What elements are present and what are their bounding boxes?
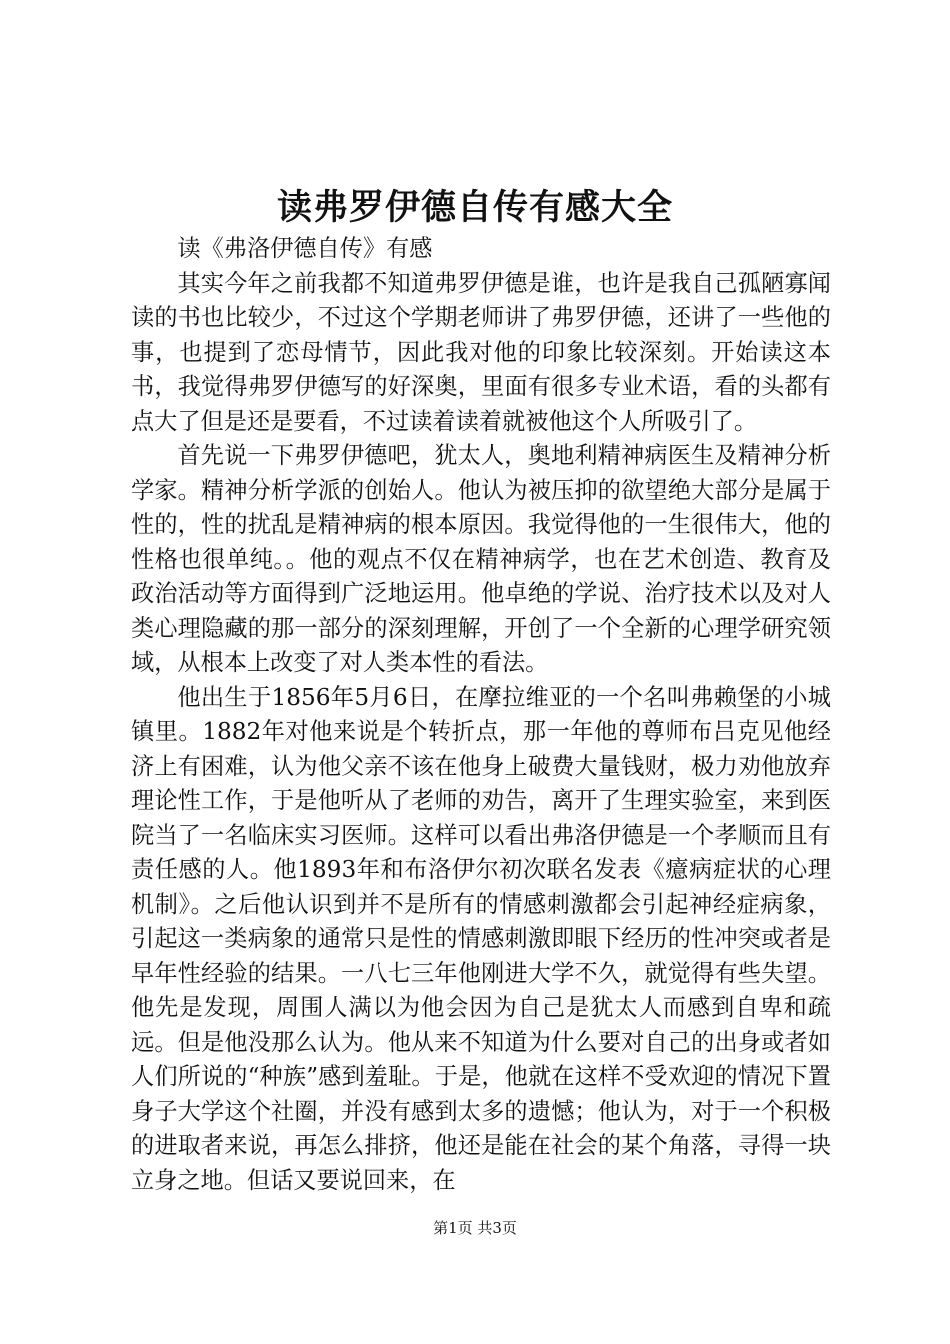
body-paragraph: 其实今年之前我都不知道弗罗伊德是谁，也许是我自己孤陋寡闻读的书也比较少，不过这个学期老师讲了弗罗伊德，还讲了一些他的事，也提到了恋母情节，因此我对他的印象比较深刻。开始读这本书，我觉得弗罗伊德写的好深奥，里面有很多专业术语，看的头都有点大了但是还是要看，不过读着读着就被他这个人所吸引了。: [131, 269, 831, 435]
document-title: 读弗罗伊德自传有感大全: [276, 187, 673, 228]
body-paragraph: 他出生于1856年5月6日，在摩拉维亚的一个名叫弗赖堡的小城镇里。1882年对他来说是个转折点，那一年他的尊师布吕克见他经济上有困难，认为他父亲不该在他身上破费大量钱财，极力劝他放弃理论性工作，于是他听从了老师的劝告，离开了生理实验室，来到医院当了一名临床实习医师。这样可以看出弗洛伊德是一个孝顺而且有责任感的人。他1893年和布洛伊尔初次联名发表《癔病症状的心理机制》。之后他认识到并不是所有的情感刺激都会引起神经症病象，引起这一类病象的通常只是性的情感刺激即眼下经历的性冲突或者是早年性经验的结果。一八七三年他刚进大学不久，就觉得有些失望。他先是发现，周围人满以为他会因为自己是犹太人而感到自卑和疏远。但是他没那么认为。他从来不知道为什么要对自己的出身或者如人们所说的“种族”感到羞耻。于是，他就在这样不受欢迎的情况下置身子大学这个社圈，并没有感到太多的遗憾；他认为，对于一个积极的进取者来说，再怎么排挤，他还是能在社会的某个角落，寻得一块立身之地。但话又要说回来，在: [131, 683, 831, 1194]
body-paragraph: 首先说一下弗罗伊德吧，犹太人，奥地利精神病医生及精神分析学家。精神分析学派的创始人。他认为被压抑的欲望绝大部分是属于性的，性的扰乱是精神病的根本原因。我觉得他的一生很伟大，他的性格也很单纯。。他的观点不仅在精神病学，也在艺术创造、教育及政治活动等方面得到广泛地运用。他卓绝的学说、治疗技术以及对人类心理隐藏的那一部分的深刻理解，开创了一个全新的心理学研究领域，从根本上改变了对人类本性的看法。: [131, 442, 831, 676]
document-body: [131, 232, 831, 1198]
page-number-footer: 第1页 共3页: [433, 1219, 517, 1237]
subtitle-paragraph: 读《弗洛伊德自传》有感: [177, 235, 433, 262]
